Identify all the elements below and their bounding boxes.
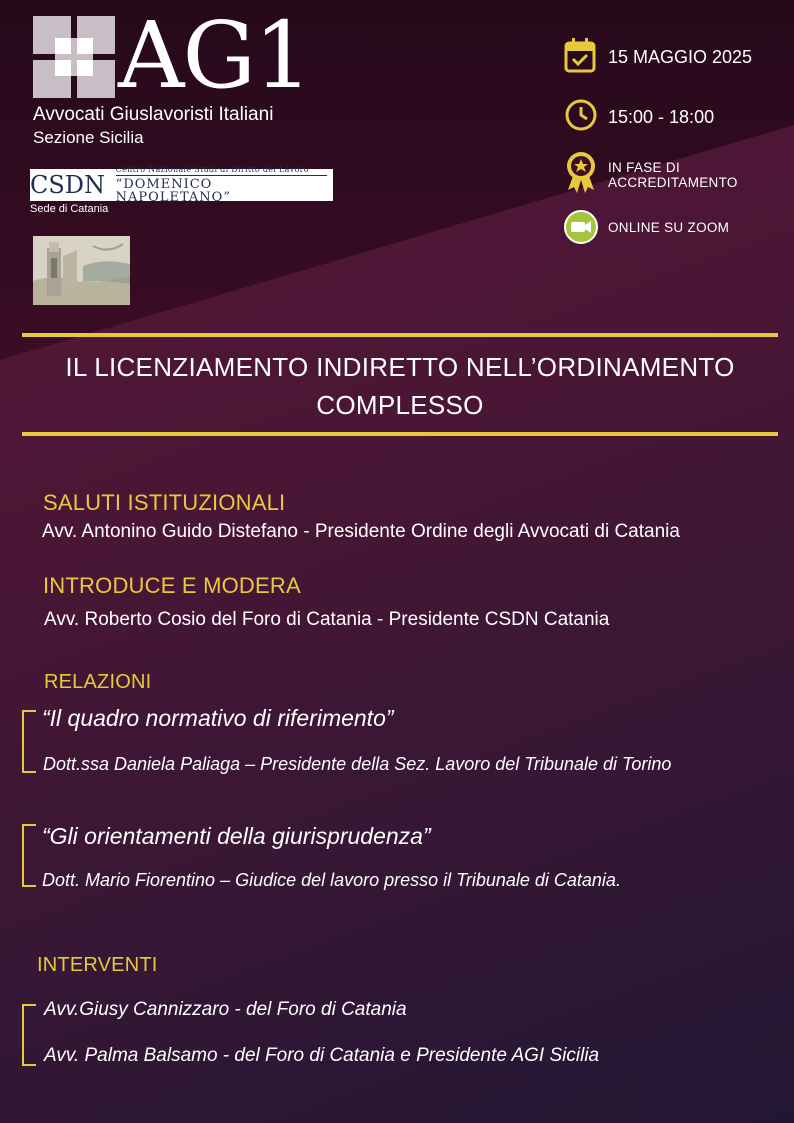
relazione-1-speaker: Dott.ssa Daniela Paliaga – Presidente della Sez. Lavoro del Tribunale di Torino xyxy=(43,754,672,774)
interventi-bracket xyxy=(22,1004,36,1066)
accreditation-line1: IN FASE DI xyxy=(608,160,681,175)
relazioni-heading: RELAZIONI xyxy=(44,671,152,693)
csdn-dedication: “DOMENICO NAPOLETANO” xyxy=(115,177,231,205)
agi-logo-text: AG1 xyxy=(118,2,311,109)
event-title-line2: COMPLESSO xyxy=(316,390,484,420)
event-mode: ONLINE SU ZOOM xyxy=(608,220,730,235)
introduce-text: Avv. Roberto Cosio del Foro di Catania - Presidente CSDN Catania xyxy=(44,609,610,630)
agi-logo-subtitle: Avvocati Giuslavoristi Italiani xyxy=(33,104,274,125)
award-badge-icon xyxy=(564,150,598,194)
event-date: 15 MAGGIO 2025 xyxy=(608,47,753,67)
intervento-2: Avv. Palma Balsamo - del Foro di Catania e Presidente AGI Sicilia xyxy=(44,1045,600,1066)
csdn-full-name: Centro Nazionale Studi di Diritto del Lavoro xyxy=(116,166,327,176)
introduce-heading: INTRODUCE E MODERA xyxy=(43,573,301,598)
saluti-text: Avv. Antonino Guido Distefano - Presidente Ordine degli Avvocati di Catania xyxy=(42,521,680,542)
relazione-1-topic: “Il quadro normativo di riferimento” xyxy=(42,705,394,731)
clock-icon xyxy=(564,98,598,132)
agi-logo-mark xyxy=(33,16,115,98)
saluti-heading: SALUTI ISTITUZIONALI xyxy=(43,490,286,515)
event-time: 15:00 - 18:00 xyxy=(608,107,715,127)
calendar-check-icon xyxy=(563,37,597,71)
csdn-seat-label: Sede di Catania xyxy=(30,203,109,215)
relazione-1-bracket xyxy=(22,710,36,773)
video-camera-icon xyxy=(563,209,597,243)
accreditation-line2: ACCREDITAMENTO xyxy=(608,175,738,190)
event-title xyxy=(22,348,778,424)
agi-section-label: Sezione Sicilia xyxy=(33,128,144,147)
csdn-abbreviation: CSDN xyxy=(30,171,106,199)
intervento-1: Avv.Giusy Cannizzaro - del Foro di Catania xyxy=(44,999,407,1020)
relazione-2-bracket xyxy=(22,824,36,887)
title-top-rule xyxy=(22,333,778,337)
interventi-heading: INTERVENTI xyxy=(37,954,158,976)
csdn-logo xyxy=(30,165,333,205)
accreditation-status xyxy=(608,160,738,190)
title-bottom-rule xyxy=(22,432,778,436)
event-title-line1: IL LICENZIAMENTO INDIRETTO NELL’ORDINAMENTO xyxy=(65,352,735,382)
artwork-image xyxy=(33,236,130,305)
relazione-2-speaker: Dott. Mario Fiorentino – Giudice del lavoro presso il Tribunale di Catania. xyxy=(42,870,621,890)
relazione-2-topic: “Gli orientamenti della giurisprudenza” xyxy=(42,823,431,849)
